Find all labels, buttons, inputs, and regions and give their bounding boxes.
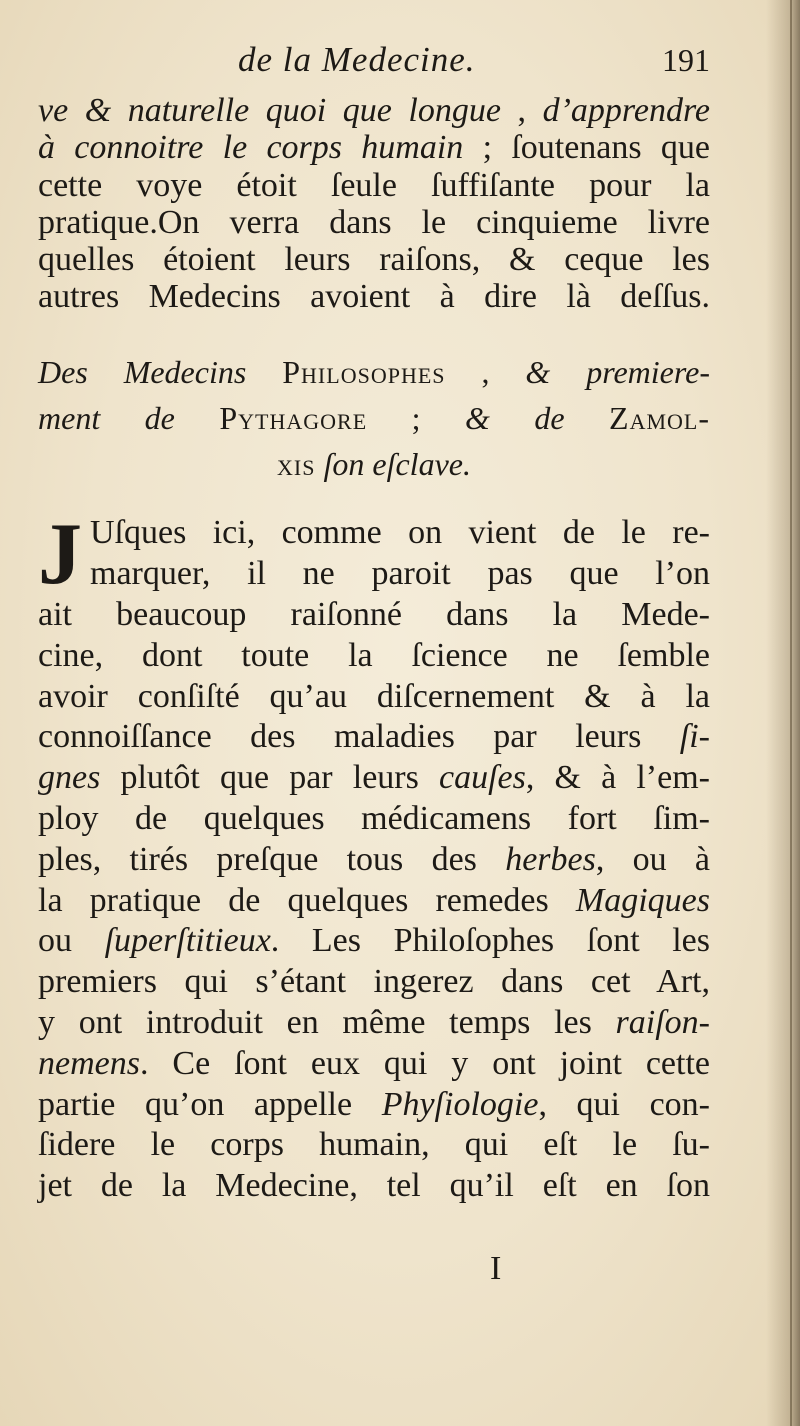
continued-paragraph <box>38 92 710 315</box>
text-line <box>38 636 710 677</box>
text-span: pratique.On verra dans le cinquieme livre <box>38 203 710 241</box>
text-block <box>38 40 710 1207</box>
text-span: , ou à <box>595 840 711 878</box>
page-number: 191 <box>662 42 710 78</box>
text-line <box>38 881 710 922</box>
text-span: . Les Philoſophes ſont les <box>270 922 711 960</box>
italic-text: ſi- <box>679 718 710 756</box>
text-line <box>38 799 710 840</box>
italic-text: gnes <box>38 759 101 797</box>
section-heading <box>38 349 710 487</box>
text-span: ples, tirés preſque tous des <box>38 840 506 878</box>
small-caps-text: Pythagore <box>219 400 368 437</box>
text-span: ploy de quelques médicamens fort ſim- <box>38 800 710 838</box>
italic-text: raiſon- <box>615 1004 710 1042</box>
text-line <box>38 513 710 554</box>
text-line <box>38 677 710 718</box>
italic-text: ment de <box>38 400 220 437</box>
text-span: , <box>500 92 543 129</box>
text-line <box>38 758 710 799</box>
italic-text: & premiere- <box>525 354 711 391</box>
text-span: ait beaucoup raiſonné dans la Mede- <box>38 596 710 634</box>
text-line <box>38 1003 710 1044</box>
text-line <box>38 840 710 881</box>
text-line <box>38 441 710 487</box>
text-line <box>38 554 710 595</box>
text-span: connoiſſance des maladies par leurs <box>38 718 680 756</box>
catchword: I <box>490 1250 502 1287</box>
text-line <box>38 595 710 636</box>
page-gutter-shadow <box>766 0 800 1426</box>
italic-text: d’apprendre <box>542 92 711 129</box>
text-line <box>38 129 710 166</box>
text-line <box>38 241 710 278</box>
running-head <box>38 40 710 92</box>
text-line <box>38 962 710 1003</box>
text-line <box>38 278 710 315</box>
italic-text: & de <box>465 400 610 437</box>
italic-text: Phyſiologie <box>381 1085 539 1123</box>
italic-text: Des Medecins <box>38 354 283 391</box>
drop-cap: J <box>38 506 82 604</box>
text-span: autres Medecins avoient à dire là deſſus. <box>38 278 710 316</box>
text-span: jet de la Medecine, tel qu’il eſt en ſon <box>38 1167 710 1205</box>
text-span: avoir conſiſté qu’au diſcernement & à la <box>38 677 710 715</box>
text-span: cine, dont toute la ſcience ne ſemble <box>38 636 710 674</box>
text-span: la pratique de quelques remedes <box>38 881 576 919</box>
running-title: de la Medecine. <box>238 40 476 79</box>
text-line <box>38 717 710 758</box>
italic-text: nemens <box>38 1044 140 1082</box>
italic-text: Magiques <box>575 881 710 919</box>
text-span: ſidere le corps humain, qui eſt le ſu- <box>38 1126 710 1164</box>
text-span: ; <box>367 400 465 437</box>
italic-text: à connoitre le corps humain <box>38 129 464 167</box>
text-line <box>38 395 710 441</box>
small-caps-text: xis <box>277 446 316 483</box>
text-line <box>38 1166 710 1207</box>
italic-text: ve & naturelle quoi que longue <box>38 92 501 129</box>
text-span: , qui con- <box>538 1085 710 1123</box>
text-span: , <box>445 354 526 391</box>
page-edge <box>790 0 792 1426</box>
body-paragraph <box>38 506 711 1207</box>
italic-text: herbes <box>505 840 596 878</box>
text-line <box>38 204 710 241</box>
text-span: marquer, il ne paroit pas que l’on <box>90 555 710 593</box>
italic-text: ſuperſtitieux <box>104 922 271 960</box>
text-line <box>38 1125 710 1166</box>
italic-text: cauſes <box>439 759 526 797</box>
text-span: cette voye étoit ſeule ſuffiſante pour la <box>38 166 710 204</box>
text-line <box>38 1085 710 1126</box>
text-line <box>38 167 710 204</box>
text-span: quelles étoient leurs raiſons, & ceque les <box>38 241 710 279</box>
text-span: partie qu’on appelle <box>38 1085 382 1123</box>
text-span: premiers qui s’étant ingerez dans cet Art, <box>38 963 710 1001</box>
text-span: , & à l’em- <box>525 759 710 797</box>
text-span: ; ſoutenans que <box>463 129 711 167</box>
text-line <box>38 349 710 395</box>
text-line <box>38 921 710 962</box>
small-caps-text: Philosophes <box>282 354 446 391</box>
text-span: . Ce ſont eux qui y ont joint cette <box>139 1044 710 1082</box>
text-span: plutôt que par leurs <box>100 759 440 797</box>
small-caps-text: Zamol- <box>609 400 711 437</box>
italic-text: ſon eſclave. <box>315 446 471 483</box>
text-span: Uſques ici, comme on vient de le re- <box>90 514 710 552</box>
text-span: ou <box>38 922 105 960</box>
body-lines <box>38 506 711 1207</box>
text-line <box>38 1044 710 1085</box>
text-line <box>38 92 710 129</box>
text-span: y ont introduit en même temps les <box>38 1004 616 1042</box>
